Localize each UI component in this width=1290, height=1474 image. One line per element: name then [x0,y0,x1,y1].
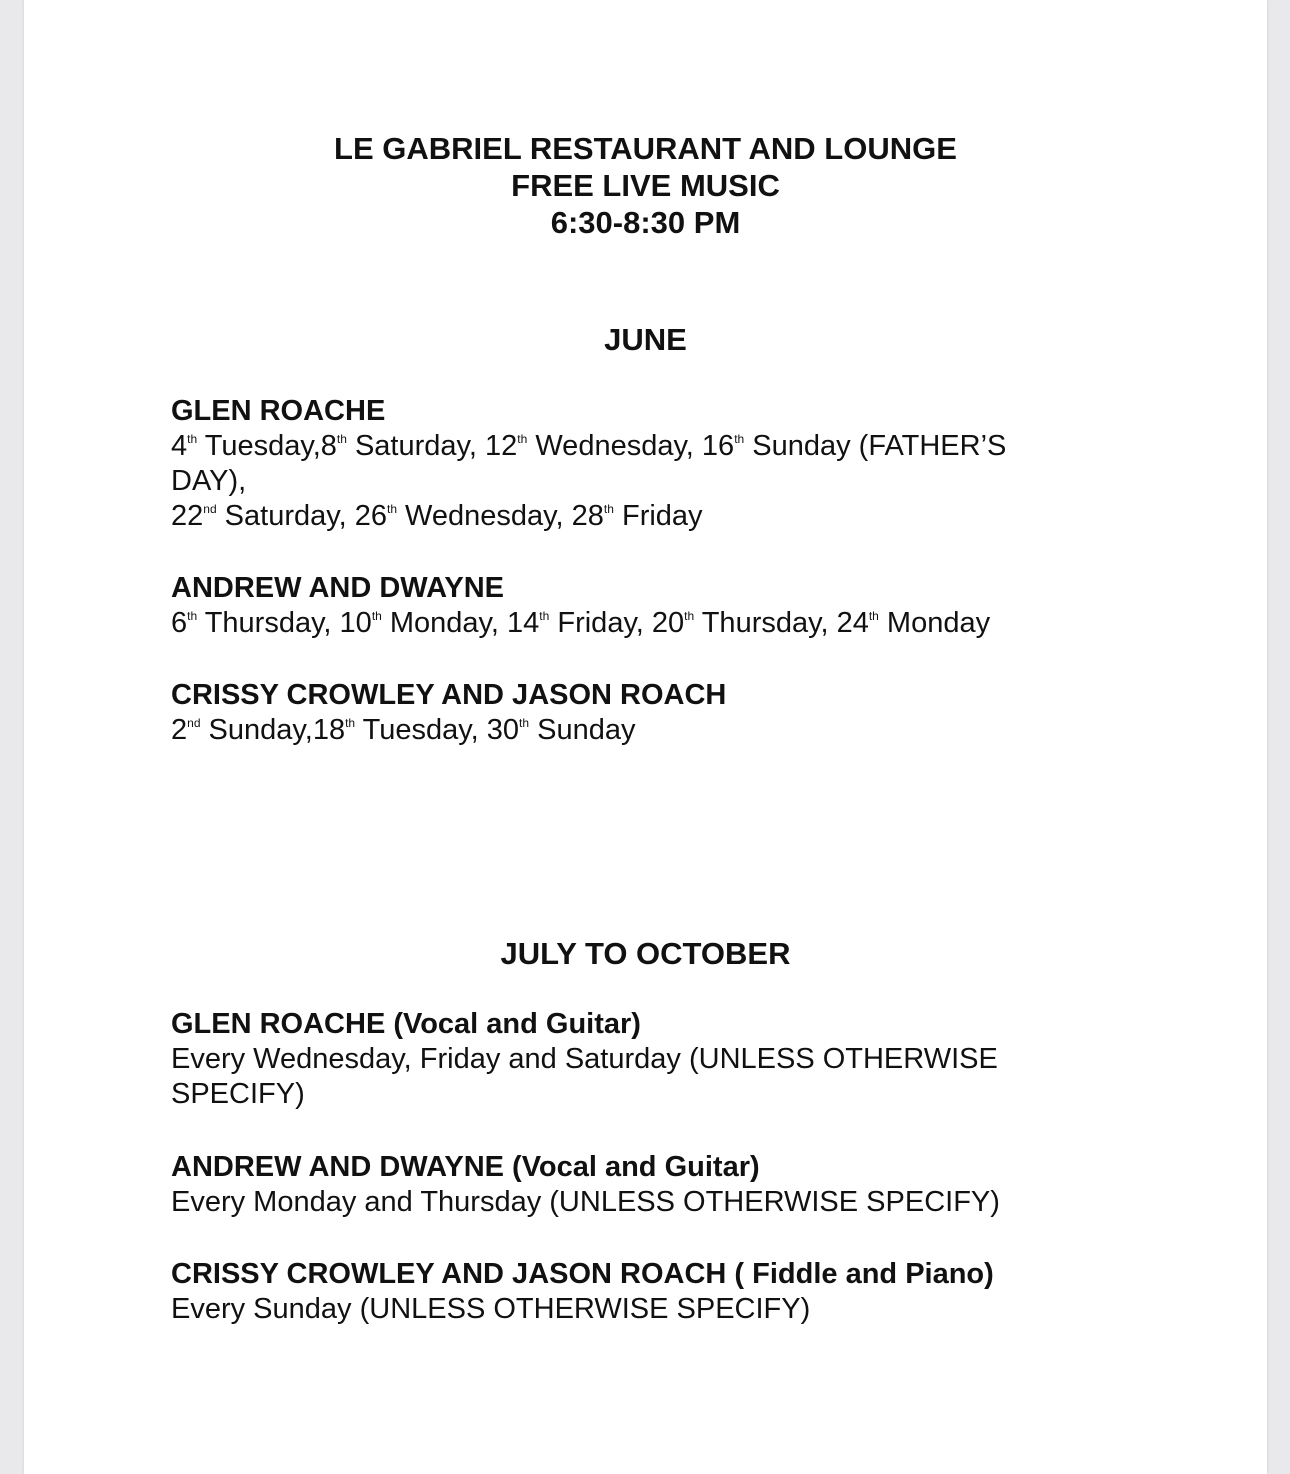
date-number: 26 [354,500,387,532]
schedule-line [171,606,1091,641]
performer-name: GLEN ROACHE (Vocal and Guitar) [171,1008,641,1040]
date-number: 14 [507,607,540,639]
schedule-line: SPECIFY) [171,1078,305,1110]
day-text: Saturday, [216,500,355,532]
day-text: Wednesday, [527,430,702,462]
date-number: 16 [701,430,735,462]
day-text: Saturday, [346,430,485,462]
june-performer-2 [171,571,1091,641]
day-text: Tuesday, [197,430,321,462]
june-performer-3 [171,678,1091,748]
ordinal-suffix: nd [203,502,217,516]
performer-name: ANDREW AND DWAYNE [171,572,504,604]
ordinal-suffix: th [386,502,397,516]
venue-title: LE GABRIEL RESTAURANT AND LOUNGE [334,131,957,166]
ordinal-suffix: nd [187,716,201,730]
date-number: 8 [320,430,337,462]
day-text: Monday, [381,607,508,639]
schedule-line: Every Sunday (UNLESS OTHERWISE SPECIFY) [171,1293,811,1325]
june-performer-1 [171,394,1091,534]
date-number: 10 [339,607,372,639]
date-number: 6 [171,607,188,639]
day-text: Thursday, [694,607,837,639]
day-text: Sunday [529,714,636,746]
ordinal-suffix: th [371,609,382,623]
date-number: 4 [171,430,188,462]
ordinal-suffix: th [345,716,356,730]
ordinal-suffix: th [519,716,530,730]
schedule-line: Every Wednesday, Friday and Saturday (UNLESS OTHERWISE [171,1043,998,1075]
ordinal-suffix: th [187,609,198,623]
ordinal-suffix: th [187,432,198,446]
season-performer-2 [171,1150,1091,1220]
ordinal-suffix: th [684,609,695,623]
day-text: Tuesday, [355,714,487,746]
performer-name: ANDREW AND DWAYNE (Vocal and Guitar) [171,1151,760,1183]
day-text: Friday, [549,607,652,639]
june-heading: JUNE [604,322,687,357]
schedule-line [171,713,1091,748]
date-number: 24 [836,607,869,639]
document-page [24,0,1267,1474]
date-number: 2 [171,714,188,746]
day-text: Sunday (FATHER’S [744,430,1007,462]
document-header [24,130,1267,241]
season-performer-3 [171,1257,1091,1327]
ordinal-suffix: th [336,432,347,446]
ordinal-suffix: th [539,609,550,623]
season-performer-1 [171,1007,1091,1112]
event-time: 6:30-8:30 PM [550,205,741,240]
ordinal-suffix: th [868,609,879,623]
ordinal-suffix: th [603,502,614,516]
day-text: Wednesday, [397,500,572,532]
schedule-line: Every Monday and Thursday (UNLESS OTHERWISE SPECIFY) [171,1186,1000,1218]
event-subtitle: FREE LIVE MUSIC [511,168,780,203]
date-number: 12 [485,430,518,462]
performer-name: CRISSY CROWLEY AND JASON ROACH ( Fiddle and Piano) [171,1258,994,1290]
july-october-heading: JULY TO OCTOBER [500,936,791,971]
schedule-line [171,464,1091,499]
ordinal-suffix: th [734,432,745,446]
ordinal-suffix: th [517,432,528,446]
schedule-line [171,429,1091,464]
schedule-line [171,499,1091,534]
day-text: Friday [613,500,703,532]
day-text: Thursday, [197,607,340,639]
performer-name: CRISSY CROWLEY AND JASON ROACH [171,679,727,711]
date-number: 30 [486,714,520,746]
date-number: DAY), [171,465,247,497]
date-number: 28 [571,500,604,532]
date-number: 18 [312,714,346,746]
day-text: Monday [878,607,991,639]
date-number: 20 [651,607,685,639]
performer-name: GLEN ROACHE [171,395,386,427]
day-text: Sunday, [200,714,313,746]
date-number: 22 [171,500,204,532]
